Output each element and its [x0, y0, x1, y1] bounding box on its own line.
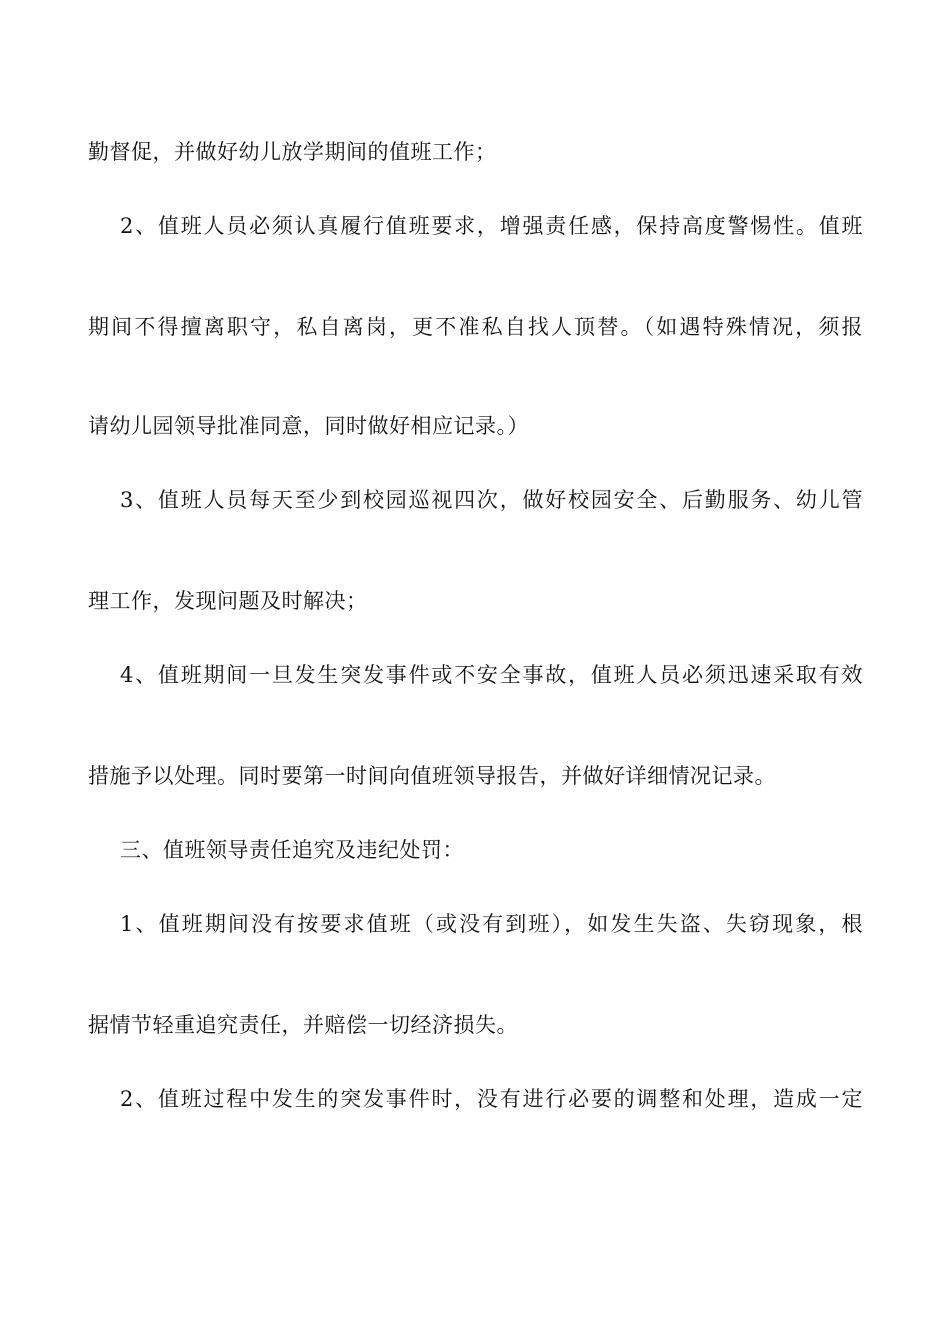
text-line: 勤督促，并做好幼儿放学期间的值班工作； — [88, 140, 497, 164]
text-line: 期间不得擅离职守，私自离岗，更不准私自找人顶替。（如遇特殊情况，须报 — [88, 315, 863, 339]
text-line: 理工作，发现问题及时解决； — [88, 589, 368, 613]
text-line: 据情节轻重追究责任，并赔偿一切经济损失。 — [88, 1013, 518, 1037]
text-line: 请幼儿园领导批准同意，同时做好相应记录。） — [88, 414, 529, 438]
text-line: 措施予以处理。同时要第一时间向值班领导报告，并做好详细情况记录。 — [88, 764, 776, 788]
text-line: 2、值班人员必须认真履行值班要求，增强责任感，保持高度警惕性。值班 — [120, 214, 863, 238]
section-heading: 三、值班领导责任追究及违纪处罚： — [120, 838, 464, 862]
text-line: 3、值班人员每天至少到校园巡视四次，做好校园安全、后勤服务、幼儿管 — [120, 488, 863, 512]
text-line: 4、值班期间一旦发生突发事件或不安全事故，值班人员必须迅速采取有效 — [120, 663, 863, 687]
text-line: 1、值班期间没有按要求值班（或没有到班），如发生失盗、失窃现象，根 — [120, 912, 863, 936]
text-line: 2、值班过程中发生的突发事件时，没有进行必要的调整和处理，造成一定 — [120, 1087, 863, 1111]
